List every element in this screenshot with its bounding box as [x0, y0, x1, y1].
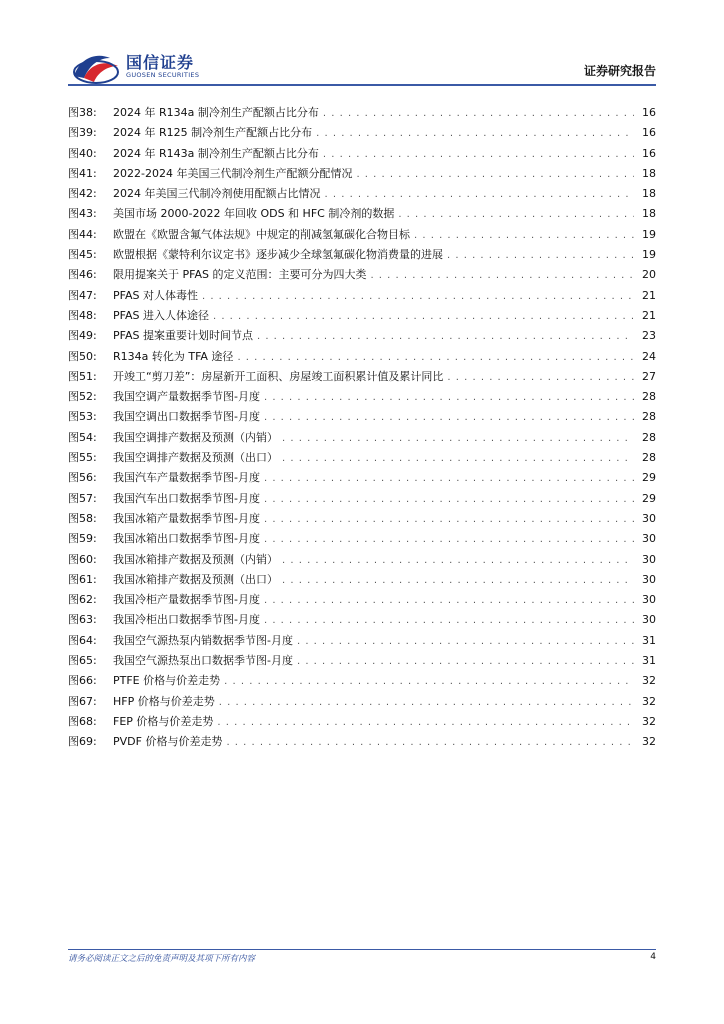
toc-figure-label: 图43:: [68, 207, 97, 221]
toc-figure-title: 我国冰箱排产数据及预测（内销）: [113, 552, 278, 566]
page-number: 4: [650, 952, 656, 962]
toc-figure-title: 我国空调产量数据季节图-月度: [113, 390, 260, 404]
toc-page-number: 32: [642, 735, 656, 749]
toc-dot-leader: [217, 712, 634, 733]
toc-dot-leader: [325, 184, 635, 205]
toc-page-number: 28: [642, 410, 656, 424]
toc-dot-leader: [316, 123, 634, 144]
toc-figure-title: 我国空气源热泵出口数据季节图-月度: [113, 654, 293, 668]
toc-figure-label: 图52:: [68, 390, 97, 404]
toc-figure-label: 图69:: [68, 735, 97, 749]
header-divider: [68, 84, 656, 86]
toc-dot-leader: [213, 306, 634, 327]
guosen-logo: [70, 50, 230, 86]
toc-page-number: 20: [642, 268, 656, 282]
toc-page-number: 24: [642, 349, 656, 363]
toc-page-number: 18: [642, 207, 656, 221]
toc-figure-label: 图58:: [68, 511, 97, 525]
toc-figure-title: 我国空气源热泵内销数据季节图-月度: [113, 633, 293, 647]
toc-page-number: 16: [642, 106, 656, 119]
toc-entry[interactable]: [68, 407, 656, 427]
toc-dot-leader: [297, 631, 634, 652]
toc-entry[interactable]: [68, 144, 656, 164]
toc-entry[interactable]: [68, 448, 656, 468]
toc-entry[interactable]: [68, 712, 656, 732]
toc-figure-title: PVDF 价格与价差走势: [113, 735, 223, 749]
toc-entry[interactable]: [68, 123, 656, 143]
toc-figure-title: HFP 价格与价差走势: [113, 694, 215, 708]
toc-page-number: 31: [642, 633, 656, 647]
toc-page-number: 23: [642, 329, 656, 343]
toc-figure-label: 图50:: [68, 349, 97, 363]
toc-page-number: 28: [642, 430, 656, 444]
toc-figure-title: 我国空调排产数据及预测（内销）: [113, 430, 278, 444]
toc-entry[interactable]: [68, 610, 656, 630]
toc-entry[interactable]: [68, 164, 656, 184]
toc-figure-label: 图39:: [68, 126, 97, 140]
toc-dot-leader: [323, 103, 634, 124]
toc-dot-leader: [226, 732, 634, 753]
toc-page-number: 27: [642, 369, 656, 383]
toc-entry[interactable]: [68, 732, 656, 752]
toc-figure-label: 图66:: [68, 674, 97, 688]
footer-divider: [68, 949, 656, 950]
toc-page-number: 30: [642, 593, 656, 607]
toc-figure-label: 图51:: [68, 369, 97, 383]
toc-figure-title: 开竣工“剪刀差”：房屋新开工面积、房屋竣工面积累计值及累计同比: [113, 369, 444, 383]
toc-page-number: 19: [642, 227, 656, 241]
figure-list: [68, 103, 656, 753]
toc-page-number: 16: [642, 126, 656, 140]
toc-page-number: 28: [642, 390, 656, 404]
toc-figure-label: 图48:: [68, 308, 97, 322]
toc-entry[interactable]: [68, 306, 656, 326]
toc-figure-label: 图44:: [68, 227, 97, 241]
toc-entry[interactable]: [68, 326, 656, 346]
toc-dot-leader: [264, 509, 634, 530]
toc-figure-title: 我国汽车出口数据季节图-月度: [113, 491, 260, 505]
toc-figure-title: 2024 年 R143a 制冷剂生产配额占比分布: [113, 146, 319, 160]
toc-dot-leader: [297, 651, 634, 672]
toc-figure-label: 图62:: [68, 593, 97, 607]
toc-entry[interactable]: [68, 489, 656, 509]
toc-figure-label: 图49:: [68, 329, 97, 343]
guosen-logo-icon: [70, 50, 122, 86]
toc-page-number: 32: [642, 714, 656, 728]
toc-figure-label: 图54:: [68, 430, 97, 444]
toc-page-number: 30: [642, 552, 656, 566]
toc-figure-title: 我国冰箱出口数据季节图-月度: [113, 532, 260, 546]
toc-figure-title: PTFE 价格与价差走势: [113, 674, 221, 688]
toc-figure-title: 我国冰箱产量数据季节图-月度: [113, 511, 260, 525]
toc-page-number: 29: [642, 471, 656, 485]
toc-figure-label: 图64:: [68, 633, 97, 647]
toc-dot-leader: [356, 164, 634, 185]
toc-figure-title: PFAS 对人体毒性: [113, 288, 198, 302]
toc-entry[interactable]: [68, 387, 656, 407]
toc-figure-title: 我国冷柜出口数据季节图-月度: [113, 613, 260, 627]
toc-page-number: 29: [642, 491, 656, 505]
toc-entry[interactable]: [68, 347, 656, 367]
toc-figure-title: 我国空调出口数据季节图-月度: [113, 410, 260, 424]
toc-figure-label: 图55:: [68, 451, 97, 465]
logo-text-cn: 国信证券: [126, 53, 195, 72]
toc-figure-label: 图59:: [68, 532, 97, 546]
toc-entry[interactable]: [68, 286, 656, 306]
toc-dot-leader: [447, 367, 634, 388]
toc-figure-title: PFAS 提案重要计划时间节点: [113, 329, 253, 343]
toc-dot-leader: [264, 610, 634, 631]
toc-figure-title: 2024 年 R134a 制冷剂生产配额占比分布: [113, 106, 319, 119]
toc-page-number: 32: [642, 694, 656, 708]
toc-page-number: 21: [642, 288, 656, 302]
toc-dot-leader: [282, 448, 634, 469]
toc-figure-title: 2024 年美国三代制冷剂使用配额占比情况: [113, 187, 321, 201]
toc-figure-title: R134a 转化为 TFA 途径: [113, 349, 234, 363]
toc-dot-leader: [414, 225, 634, 246]
toc-dot-leader: [237, 347, 634, 368]
toc-figure-label: 图45:: [68, 248, 97, 262]
toc-page-number: 31: [642, 654, 656, 668]
toc-figure-label: 图65:: [68, 654, 97, 668]
toc-page-number: 28: [642, 451, 656, 465]
toc-figure-label: 图56:: [68, 471, 97, 485]
toc-entry[interactable]: [68, 103, 656, 123]
toc-dot-leader: [264, 590, 634, 611]
toc-entry[interactable]: [68, 590, 656, 610]
toc-figure-title: 我国冰箱排产数据及预测（出口）: [113, 572, 278, 586]
toc-figure-title: PFAS 进入人体途径: [113, 308, 209, 322]
toc-page-number: 30: [642, 572, 656, 586]
toc-figure-title: 欧盟根据《蒙特利尔议定书》逐步减少全球氢氟碳化物消费量的进展: [113, 248, 443, 262]
toc-dot-leader: [264, 407, 634, 428]
toc-page-number: 30: [642, 613, 656, 627]
toc-entry[interactable]: [68, 428, 656, 448]
toc-entry[interactable]: [68, 225, 656, 245]
toc-entry[interactable]: [68, 550, 656, 570]
toc-entry[interactable]: [68, 367, 656, 387]
toc-figure-label: 图60:: [68, 552, 97, 566]
toc-page-number: 32: [642, 674, 656, 688]
toc-page-number: 21: [642, 308, 656, 322]
toc-dot-leader: [264, 489, 634, 510]
toc-entry[interactable]: [68, 529, 656, 549]
toc-dot-leader: [323, 144, 634, 165]
toc-figure-label: 图38:: [68, 106, 97, 119]
toc-figure-title: 我国汽车产量数据季节图-月度: [113, 471, 260, 485]
toc-entry[interactable]: [68, 692, 656, 712]
toc-figure-label: 图67:: [68, 694, 97, 708]
toc-dot-leader: [447, 245, 634, 266]
toc-entry[interactable]: [68, 509, 656, 529]
toc-entry[interactable]: [68, 671, 656, 691]
toc-dot-leader: [224, 671, 634, 692]
toc-dot-leader: [282, 428, 634, 449]
toc-figure-label: 图61:: [68, 572, 97, 586]
toc-figure-label: 图40:: [68, 146, 97, 160]
toc-page-number: 16: [642, 146, 656, 160]
toc-figure-label: 图57:: [68, 491, 97, 505]
toc-dot-leader: [257, 326, 634, 347]
toc-figure-title: 我国冷柜产量数据季节图-月度: [113, 593, 260, 607]
toc-entry[interactable]: [68, 651, 656, 671]
toc-figure-label: 图46:: [68, 268, 97, 282]
toc-page-number: 30: [642, 532, 656, 546]
toc-dot-leader: [398, 204, 634, 225]
toc-page-number: 18: [642, 166, 656, 180]
toc-figure-title: 限用提案关于 PFAS 的定义范围：主要可分为四大类: [113, 268, 367, 282]
toc-entry[interactable]: [68, 245, 656, 265]
toc-figure-label: 图41:: [68, 166, 97, 180]
toc-dot-leader: [264, 387, 634, 408]
toc-entry[interactable]: [68, 184, 656, 204]
toc-figure-label: 图68:: [68, 714, 97, 728]
toc-page-number: 19: [642, 248, 656, 262]
toc-figure-label: 图63:: [68, 613, 97, 627]
logo-text-en: GUOSEN SECURITIES: [126, 71, 200, 79]
toc-page-number: 18: [642, 187, 656, 201]
disclaimer-text: 请务必阅读正文之后的免责声明及其项下所有内容: [68, 954, 256, 964]
toc-entry[interactable]: [68, 631, 656, 651]
page-header: [0, 0, 724, 90]
toc-figure-label: 图47:: [68, 288, 97, 302]
toc-dot-leader: [219, 692, 634, 713]
toc-dot-leader: [370, 265, 634, 286]
toc-page-number: 30: [642, 511, 656, 525]
toc-figure-title: 美国市场 2000-2022 年回收 ODS 和 HFC 制冷剂的数据: [113, 207, 395, 221]
toc-figure-title: 我国空调排产数据及预测（出口）: [113, 451, 278, 465]
toc-figure-label: 图42:: [68, 187, 97, 201]
toc-entry[interactable]: [68, 204, 656, 224]
toc-figure-title: 2022-2024 年美国三代制冷剂生产配额分配情况: [113, 166, 353, 180]
report-type-label: 证券研究报告: [583, 64, 656, 78]
toc-dot-leader: [264, 468, 634, 489]
toc-dot-leader: [264, 529, 634, 550]
toc-dot-leader: [282, 570, 634, 591]
toc-figure-title: 欧盟在《欧盟含氟气体法规》中规定的削减氢氟碳化合物目标: [113, 227, 410, 241]
toc-figure-title: FEP 价格与价差走势: [113, 714, 214, 728]
toc-figure-title: 2024 年 R125 制冷剂生产配额占比分布: [113, 126, 313, 140]
toc-dot-leader: [282, 550, 634, 571]
toc-entry[interactable]: [68, 570, 656, 590]
toc-figure-label: 图53:: [68, 410, 97, 424]
toc-dot-leader: [202, 286, 634, 307]
toc-entry[interactable]: [68, 265, 656, 285]
toc-entry[interactable]: [68, 468, 656, 488]
